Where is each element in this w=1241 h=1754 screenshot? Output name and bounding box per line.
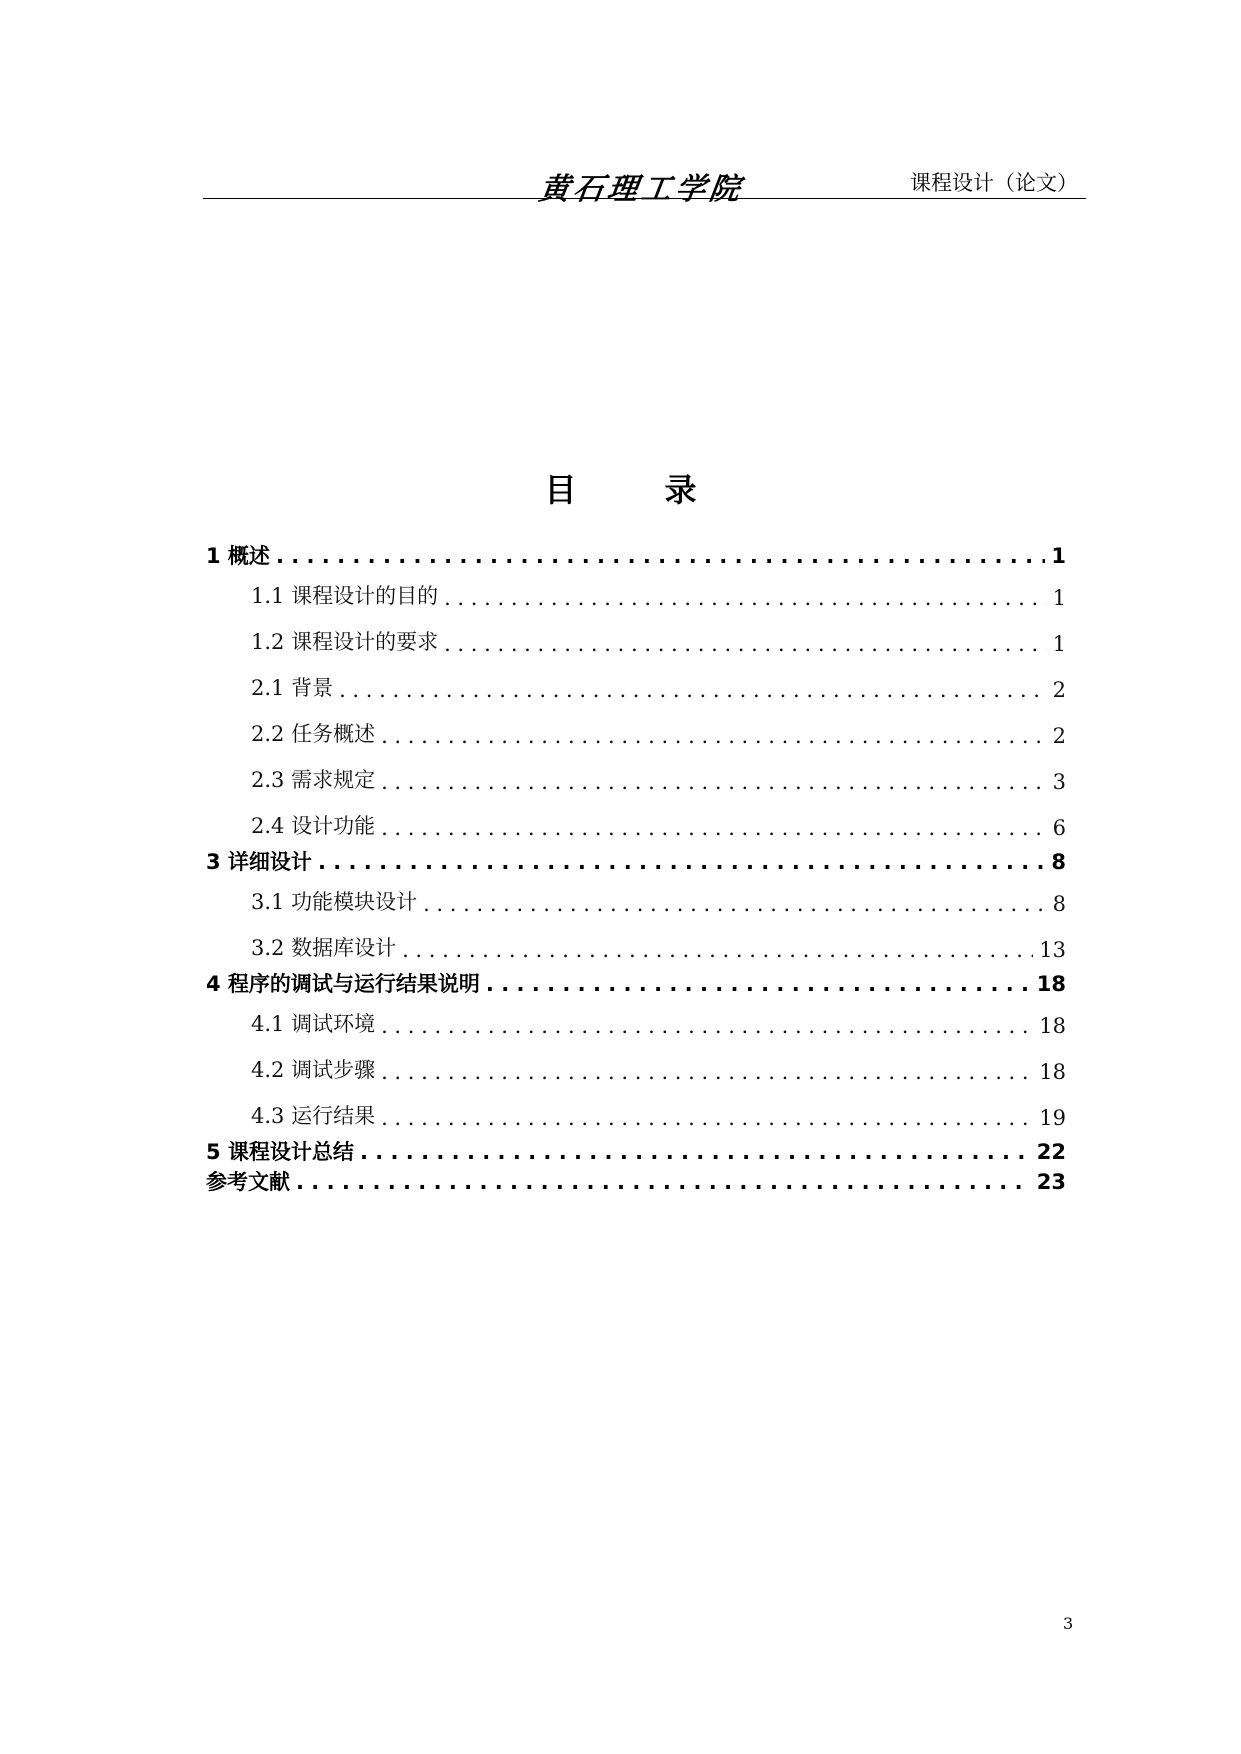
toc-dot-leader xyxy=(381,724,1047,754)
toc-entry-label: 3 详细设计 xyxy=(206,850,312,874)
toc-entry-page: 22 xyxy=(1036,1140,1066,1164)
toc-dot-leader xyxy=(381,770,1047,800)
toc-entry-page: 18 xyxy=(1036,972,1066,996)
toc-dot-leader xyxy=(444,586,1047,616)
toc-entry-page: 2 xyxy=(1052,678,1066,702)
toc-entry-label: 4.1 调试环境 xyxy=(251,1012,376,1036)
toc-entry-label: 4 程序的调试与运行结果说明 xyxy=(206,972,480,996)
toc-entry-label: 1.2 课程设计的要求 xyxy=(251,630,439,654)
toc-chapter-entry[interactable] xyxy=(206,1136,1066,1166)
toc-entry-label: 1 概述 xyxy=(206,544,270,568)
toc-dot-leader xyxy=(423,892,1047,922)
toc-section-entry[interactable] xyxy=(206,662,1066,708)
toc-entry-label: 1.1 课程设计的目的 xyxy=(251,584,439,608)
school-logo: 黄石理工学院 xyxy=(537,172,746,207)
toc-chapter-entry[interactable] xyxy=(206,540,1066,570)
toc-entry-page: 18 xyxy=(1039,1014,1066,1038)
toc-section-entry[interactable] xyxy=(206,998,1066,1044)
table-of-contents xyxy=(206,540,1066,1196)
page-number: 3 xyxy=(1063,1614,1074,1633)
toc-dot-leader xyxy=(318,850,1045,874)
toc-section-entry[interactable] xyxy=(206,708,1066,754)
toc-section-entry[interactable] xyxy=(206,876,1066,922)
toc-entry-label: 4.2 调试步骤 xyxy=(251,1058,376,1082)
toc-dot-leader xyxy=(381,1014,1033,1044)
toc-entry-label: 4.3 运行结果 xyxy=(251,1104,376,1128)
toc-dot-leader xyxy=(339,678,1047,708)
toc-entry-page: 8 xyxy=(1052,892,1066,916)
toc-chapter-entry[interactable] xyxy=(206,1166,1066,1196)
toc-entry-label: 5 课程设计总结 xyxy=(206,1140,354,1164)
toc-entry-page: 19 xyxy=(1039,1106,1066,1130)
toc-section-entry[interactable] xyxy=(206,754,1066,800)
toc-entry-page: 23 xyxy=(1036,1170,1066,1194)
toc-section-entry[interactable] xyxy=(206,922,1066,968)
toc-chapter-entry[interactable] xyxy=(206,968,1066,998)
toc-entry-page: 2 xyxy=(1052,724,1066,748)
toc-dot-leader xyxy=(381,816,1047,846)
toc-title: 目 录 xyxy=(544,471,725,509)
toc-entry-label: 2.2 任务概述 xyxy=(251,722,376,746)
toc-dot-leader xyxy=(381,1106,1033,1136)
toc-entry-label: 2.3 需求规定 xyxy=(251,768,376,792)
toc-dot-leader xyxy=(402,938,1033,968)
toc-dot-leader xyxy=(486,972,1031,996)
toc-entry-page: 1 xyxy=(1051,544,1066,568)
toc-entry-page: 8 xyxy=(1051,850,1066,874)
toc-entry-label: 3.2 数据库设计 xyxy=(251,936,397,960)
toc-section-entry[interactable] xyxy=(206,570,1066,616)
toc-section-entry[interactable] xyxy=(206,800,1066,846)
toc-chapter-entry[interactable] xyxy=(206,846,1066,876)
toc-entry-page: 3 xyxy=(1052,770,1066,794)
toc-entry-label: 参考文献 xyxy=(206,1170,290,1194)
toc-section-entry[interactable] xyxy=(206,1044,1066,1090)
document-type: 课程设计（论文） xyxy=(910,171,1078,195)
toc-entry-label: 2.1 背景 xyxy=(251,676,334,700)
toc-entry-page: 1 xyxy=(1052,632,1066,656)
toc-section-entry[interactable] xyxy=(206,1090,1066,1136)
toc-entry-label: 2.4 设计功能 xyxy=(251,814,376,838)
toc-dot-leader xyxy=(276,544,1045,568)
toc-entry-label: 3.1 功能模块设计 xyxy=(251,890,418,914)
toc-section-entry[interactable] xyxy=(206,616,1066,662)
toc-dot-leader xyxy=(296,1170,1031,1194)
toc-dot-leader xyxy=(444,632,1047,662)
toc-entry-page: 13 xyxy=(1039,938,1066,962)
toc-dot-leader xyxy=(381,1060,1033,1090)
toc-entry-page: 6 xyxy=(1052,816,1066,840)
toc-dot-leader xyxy=(360,1140,1031,1164)
toc-entry-page: 18 xyxy=(1039,1060,1066,1084)
toc-entry-page: 1 xyxy=(1052,586,1066,610)
page-header xyxy=(203,150,1086,207)
